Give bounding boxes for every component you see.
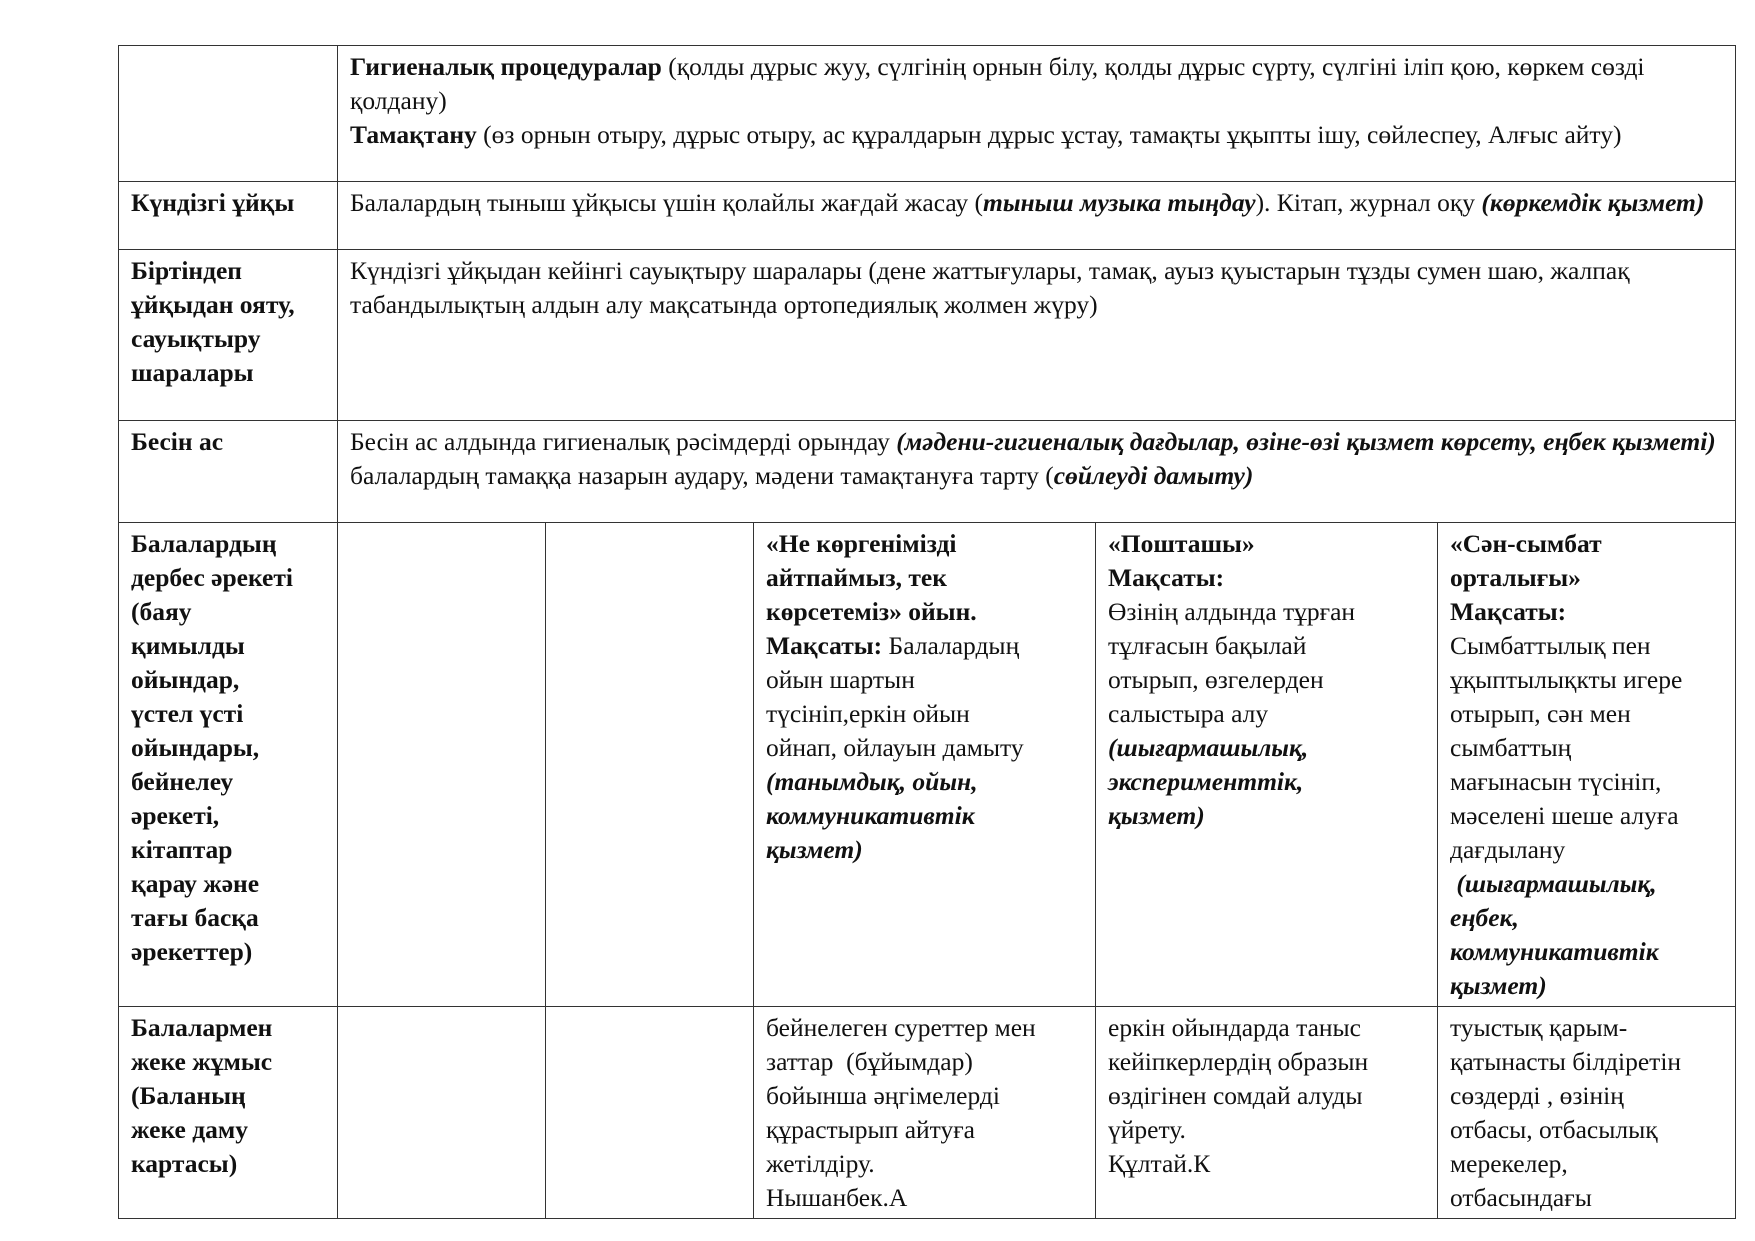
snack-activity-2: сөйлеуді дамыту) <box>1053 461 1254 490</box>
label-line: әрекеттер) <box>131 937 253 966</box>
daily-plan-table <box>118 45 1736 1219</box>
text-line: салыстыра алу <box>1108 699 1269 728</box>
label-line: сауықтыру <box>131 324 261 353</box>
label-line: (Баланың <box>131 1081 246 1110</box>
nap-text-1: Балалардың тыныш ұйқысы үшін қолайлы жағдай жасау ( <box>350 188 983 217</box>
game-title-line: орталығы» <box>1450 563 1581 592</box>
activity-line: қызмет) <box>1108 801 1205 830</box>
row-nap <box>119 182 1736 250</box>
snack-text-1: Бесін ас алдында гигиеналық рәсімдерді орындау <box>350 427 897 456</box>
label-line: әрекеті, <box>131 801 220 830</box>
row-label-individual <box>119 1007 338 1219</box>
text-line: ойнап, ойлауын дамыту <box>766 733 1024 762</box>
text-line: отбасы, отбасылық <box>1450 1115 1658 1144</box>
goal-label: Мақсаты: <box>1108 563 1225 592</box>
text-line: мәселені шеше алуға <box>1450 801 1679 830</box>
game-title-line: айтпаймыз, тек <box>766 563 947 592</box>
text-line: заттар (бұйымдар) <box>766 1047 973 1076</box>
label-line: үстел үсті <box>131 699 244 728</box>
text-line: түсініп,еркін ойын <box>766 699 970 728</box>
activity-line: қызмет) <box>1450 971 1547 1000</box>
child-name: Құлтай.К <box>1108 1149 1211 1178</box>
game-title-line: «Не көргенімізді <box>766 529 957 558</box>
meal-text: (өз орнын отыру, дұрыс отыру, ас құралдарын дұрыс ұстау, тамақты ұқыпты ішу, сөйлеспеу, Алғыс айту) <box>476 120 1622 149</box>
row-label-independent <box>119 523 338 1007</box>
row-label-wakeup <box>119 250 338 421</box>
text-line: бойынша әңгімелерді <box>766 1081 1000 1110</box>
row-label-snack: Бесін ас <box>119 421 338 523</box>
individual-col4 <box>1096 1007 1438 1219</box>
activity-line: қызмет) <box>766 835 863 864</box>
snack-content <box>338 421 1736 523</box>
hygiene-paragraph <box>350 50 1723 118</box>
activity-line: коммуникативтік <box>1450 937 1659 966</box>
activity-line: (танымдық, ойын, <box>766 767 978 796</box>
individual-col3 <box>754 1007 1096 1219</box>
label-line: қимылды <box>131 631 245 660</box>
text-line: отырып, өзгелерден <box>1108 665 1324 694</box>
nap-content <box>338 182 1736 250</box>
goal-label: Мақсаты: <box>1450 597 1567 626</box>
activity-line: еңбек, <box>1450 903 1519 932</box>
independent-col5 <box>1438 523 1736 1007</box>
text-line: бейнелеген суреттер мен <box>766 1013 1036 1042</box>
row-individual <box>119 1007 1736 1219</box>
snack-text-2: балалардың тамаққа назарын аудару, мәдени тамақтануға тарту ( <box>350 461 1054 490</box>
empty-cell <box>546 523 754 1007</box>
label-line: тағы басқа <box>131 903 259 932</box>
label-line: ойындар, <box>131 665 240 694</box>
hygiene-text: (қолды дұрыс жуу, сүлгінің орнын білу, қолды дұрыс сүрту, сүлгіні іліп қою, көркем сөзді қолдану) <box>350 52 1645 115</box>
goal-text: Балалардың <box>882 631 1020 660</box>
text-line: туыстық қарым- <box>1450 1013 1628 1042</box>
goal-label: Мақсаты: <box>766 631 883 660</box>
text-line: сымбаттың <box>1450 733 1572 762</box>
row-snack <box>119 421 1736 523</box>
label-line: жеке даму <box>131 1115 248 1144</box>
label-line: ойындары, <box>131 733 260 762</box>
text-line: үйрету. <box>1108 1115 1186 1144</box>
goal-line <box>766 629 1083 663</box>
independent-col4 <box>1096 523 1438 1007</box>
label-line: кітаптар <box>131 835 233 864</box>
meal-heading: Тамақтану <box>350 120 477 149</box>
meal-paragraph <box>350 118 1723 152</box>
empty-cell <box>338 523 546 1007</box>
text-line: мағынасын түсініп, <box>1450 767 1662 796</box>
label-line: Балалармен <box>131 1013 273 1042</box>
nap-activity-2: (көркемдік қызмет) <box>1481 188 1705 217</box>
game-title-line: «Сән-сымбат <box>1450 529 1602 558</box>
row-wakeup <box>119 250 1736 421</box>
independent-col3 <box>754 523 1096 1007</box>
wakeup-content: Күндізгі ұйқыдан кейінгі сауықтыру шаралары (дене жаттығулары, тамақ, ауыз қуыстарын тұзды сумен шаю, жалпақ табандылықтың алдын алу мақсатында ортопедиялық жолмен жүру) <box>338 250 1736 421</box>
text-line: еркін ойындарда таныс <box>1108 1013 1361 1042</box>
empty-cell <box>338 1007 546 1219</box>
child-name: Нышанбек.А <box>766 1183 908 1212</box>
hygiene-content <box>338 46 1736 182</box>
text-line: тұлғасын бақылай <box>1108 631 1307 660</box>
text-line: сөздерді , өзінің <box>1450 1081 1624 1110</box>
activity-line: эксперименттік, <box>1108 767 1304 796</box>
text-line: құрастырып айтуға <box>766 1115 976 1144</box>
empty-cell <box>546 1007 754 1219</box>
label-line: ұйқыдан ояту, <box>131 290 295 319</box>
text-line: қатынасты білдіретін <box>1450 1047 1682 1076</box>
text-line: жетілдіру. <box>766 1149 875 1178</box>
text-line: мерекелер, <box>1450 1149 1568 1178</box>
label-line: жеке жұмыс <box>131 1047 273 1076</box>
hygiene-heading: Гигиеналық процедуралар <box>350 52 662 81</box>
label-line: Біртіндеп <box>131 256 243 285</box>
game-title-line: көрсетеміз» ойын. <box>766 597 977 626</box>
row-independent <box>119 523 1736 1007</box>
text-line: ұқыптылықкты игере <box>1450 665 1683 694</box>
label-line: дербес әрекеті <box>131 563 293 592</box>
text-line: Өзінің алдында тұрған <box>1108 597 1356 626</box>
row-hygiene <box>119 46 1736 182</box>
label-line: қарау және <box>131 869 260 898</box>
text-line: Сымбаттылық пен <box>1450 631 1651 660</box>
text-line: дағдылану <box>1450 835 1566 864</box>
activity-line: (шығармашылық, <box>1450 869 1657 898</box>
text-line: кейіпкерлердің образын <box>1108 1047 1369 1076</box>
nap-activity-1: тыныш музыка тыңдау <box>982 188 1256 217</box>
activity-line: (шығармашылық, <box>1108 733 1309 762</box>
label-line: шаралары <box>131 358 254 387</box>
label-line: бейнелеу <box>131 767 234 796</box>
individual-col5 <box>1438 1007 1736 1219</box>
text-line: отбасындағы <box>1450 1183 1592 1212</box>
label-line: картасы) <box>131 1149 238 1178</box>
label-line: (баяу <box>131 597 192 626</box>
row-label-nap: Күндізгі ұйқы <box>119 182 338 250</box>
row-label-empty <box>119 46 338 182</box>
nap-text-2: ). Кітап, журнал оқу <box>1255 188 1482 217</box>
text-line: өздігінен сомдай алуды <box>1108 1081 1363 1110</box>
game-title-line: «Пошташы» <box>1108 529 1255 558</box>
text-line: отырып, сән мен <box>1450 699 1631 728</box>
activity-line: коммуникативтік <box>766 801 975 830</box>
snack-activity-1: (мәдени-гигиеналық дағдылар, өзіне-өзі қызмет көрсету, еңбек қызметі) <box>896 427 1716 456</box>
text-line: ойын шартын <box>766 665 915 694</box>
label-line: Балалардың <box>131 529 277 558</box>
